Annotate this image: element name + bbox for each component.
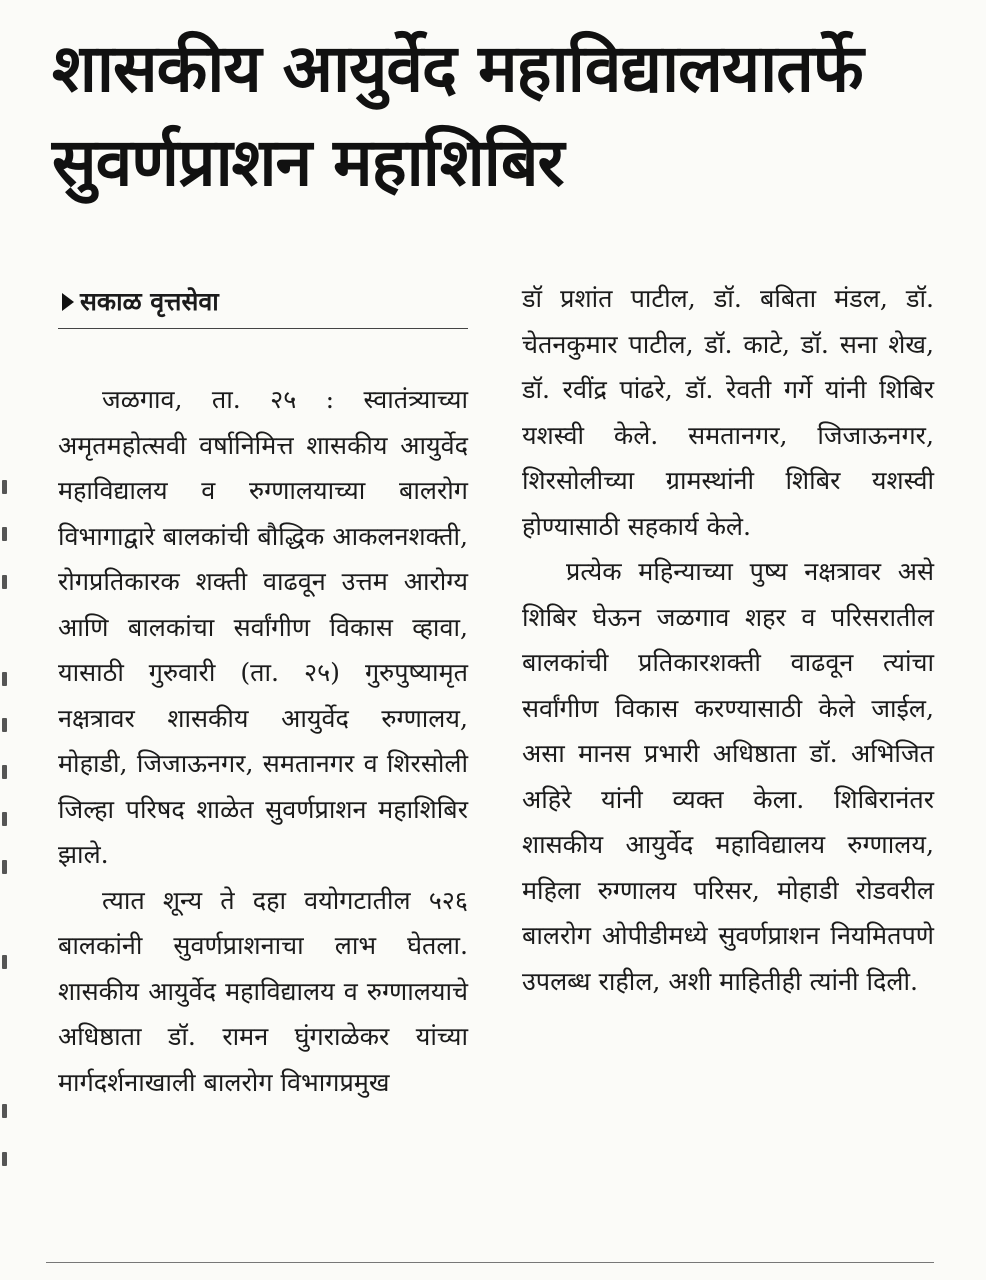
article-headline (52, 22, 952, 210)
headline-line-2: सुवर्णप्राशन महाशिबिर (52, 124, 564, 201)
article-paragraph-2-start: त्यात शून्य ते दहा वयोगटातील ५२६ बालकांनी सुवर्णप्राशनाचा लाभ घेतला. शासकीय आयुर्वेद महाविद्यालय व रुग्णालयाचे अधिष्ठाता डॉ. रामन घुंगराळेकर यांच्या मार्गदर्शनाखाली बालरोग विभागप्रमुख (58, 885, 468, 1097)
edge-mark (2, 1104, 7, 1118)
edge-mark (2, 860, 7, 874)
edge-mark (2, 765, 7, 779)
triangle-bullet-icon (62, 293, 74, 311)
edge-mark (2, 480, 7, 494)
bottom-divider (46, 1262, 934, 1263)
edge-mark (2, 575, 7, 589)
edge-mark (2, 1152, 7, 1166)
edge-mark (2, 718, 7, 732)
article-paragraph-3: प्रत्येक महिन्याच्या पुष्य नक्षत्रावर असे शिबिर घेऊन जळगाव शहर व परिसरातील बालकांची प्रतिकारशक्ती वाढवून त्यांचा सर्वांगीण विकास करण्यासाठी केले जाईल, असा मानस प्रभारी अधिष्ठाता डॉ. अभिजित अहिरे यांनी व्यक्त केला. शिबिरानंतर शासकीय आयुर्वेद महाविद्यालय रुग्णालय, महिला रुग्णालय परिसर, मोहाडी रोडवरील बालरोग ओपीडीमध्ये सुवर्णप्राशन नियमितपणे उपलब्ध राहील, अशी माहितीही त्यांनी दिली. (522, 557, 934, 996)
article-column-right (522, 276, 934, 1004)
edge-mark (2, 672, 7, 686)
byline (58, 280, 468, 324)
edge-mark (2, 812, 7, 826)
edge-mark (2, 955, 7, 969)
article-column-left (58, 280, 468, 1105)
byline-divider (58, 328, 468, 329)
adjacent-column-edge (0, 0, 14, 1280)
article-paragraph-2-continued: डॉ प्रशांत पाटील, डॉ. बबिता मंडल, डॉ. चेतनकुमार पाटील, डॉ. काटे, डॉ. सना शेख, डॉ. रवींद्र पांढरे, डॉ. रेवती गर्गे यांनी शिबिर यशस्वी केले. समतानगर, जिजाऊनगर, शिरसोलीच्या ग्रामस्थांनी शिबिर यशस्वी होण्यासाठी सहकार्य केले. (522, 284, 934, 541)
byline-text: सकाळ वृत्तसेवा (80, 287, 219, 316)
edge-mark (2, 527, 7, 541)
article-paragraph-1: जळगाव, ता. २५ : स्वातंत्र्याच्या अमृतमहोत्सवी वर्षानिमित्त शासकीय आयुर्वेद महाविद्यालय व रुग्णालयाच्या बालरोग विभागाद्वारे बालकांची बौद्धिक आकलनशक्ती, रोगप्रतिकारक शक्ती वाढवून उत्तम आरोग्य आणि बालकांचा सर्वांगीण विकास व्हावा, यासाठी गुरुवारी (ता. २५) गुरुपुष्यामृत नक्षत्रावर शासकीय आयुर्वेद रुग्णालय, मोहाडी, जिजाऊनगर, समतानगर व शिरसोली जिल्हा परिषद शाळेत सुवर्णप्राशन महाशिबिर झाले. (58, 385, 468, 869)
headline-line-1: शासकीय आयुर्वेद महाविद्यालयातर्फे (52, 30, 863, 107)
